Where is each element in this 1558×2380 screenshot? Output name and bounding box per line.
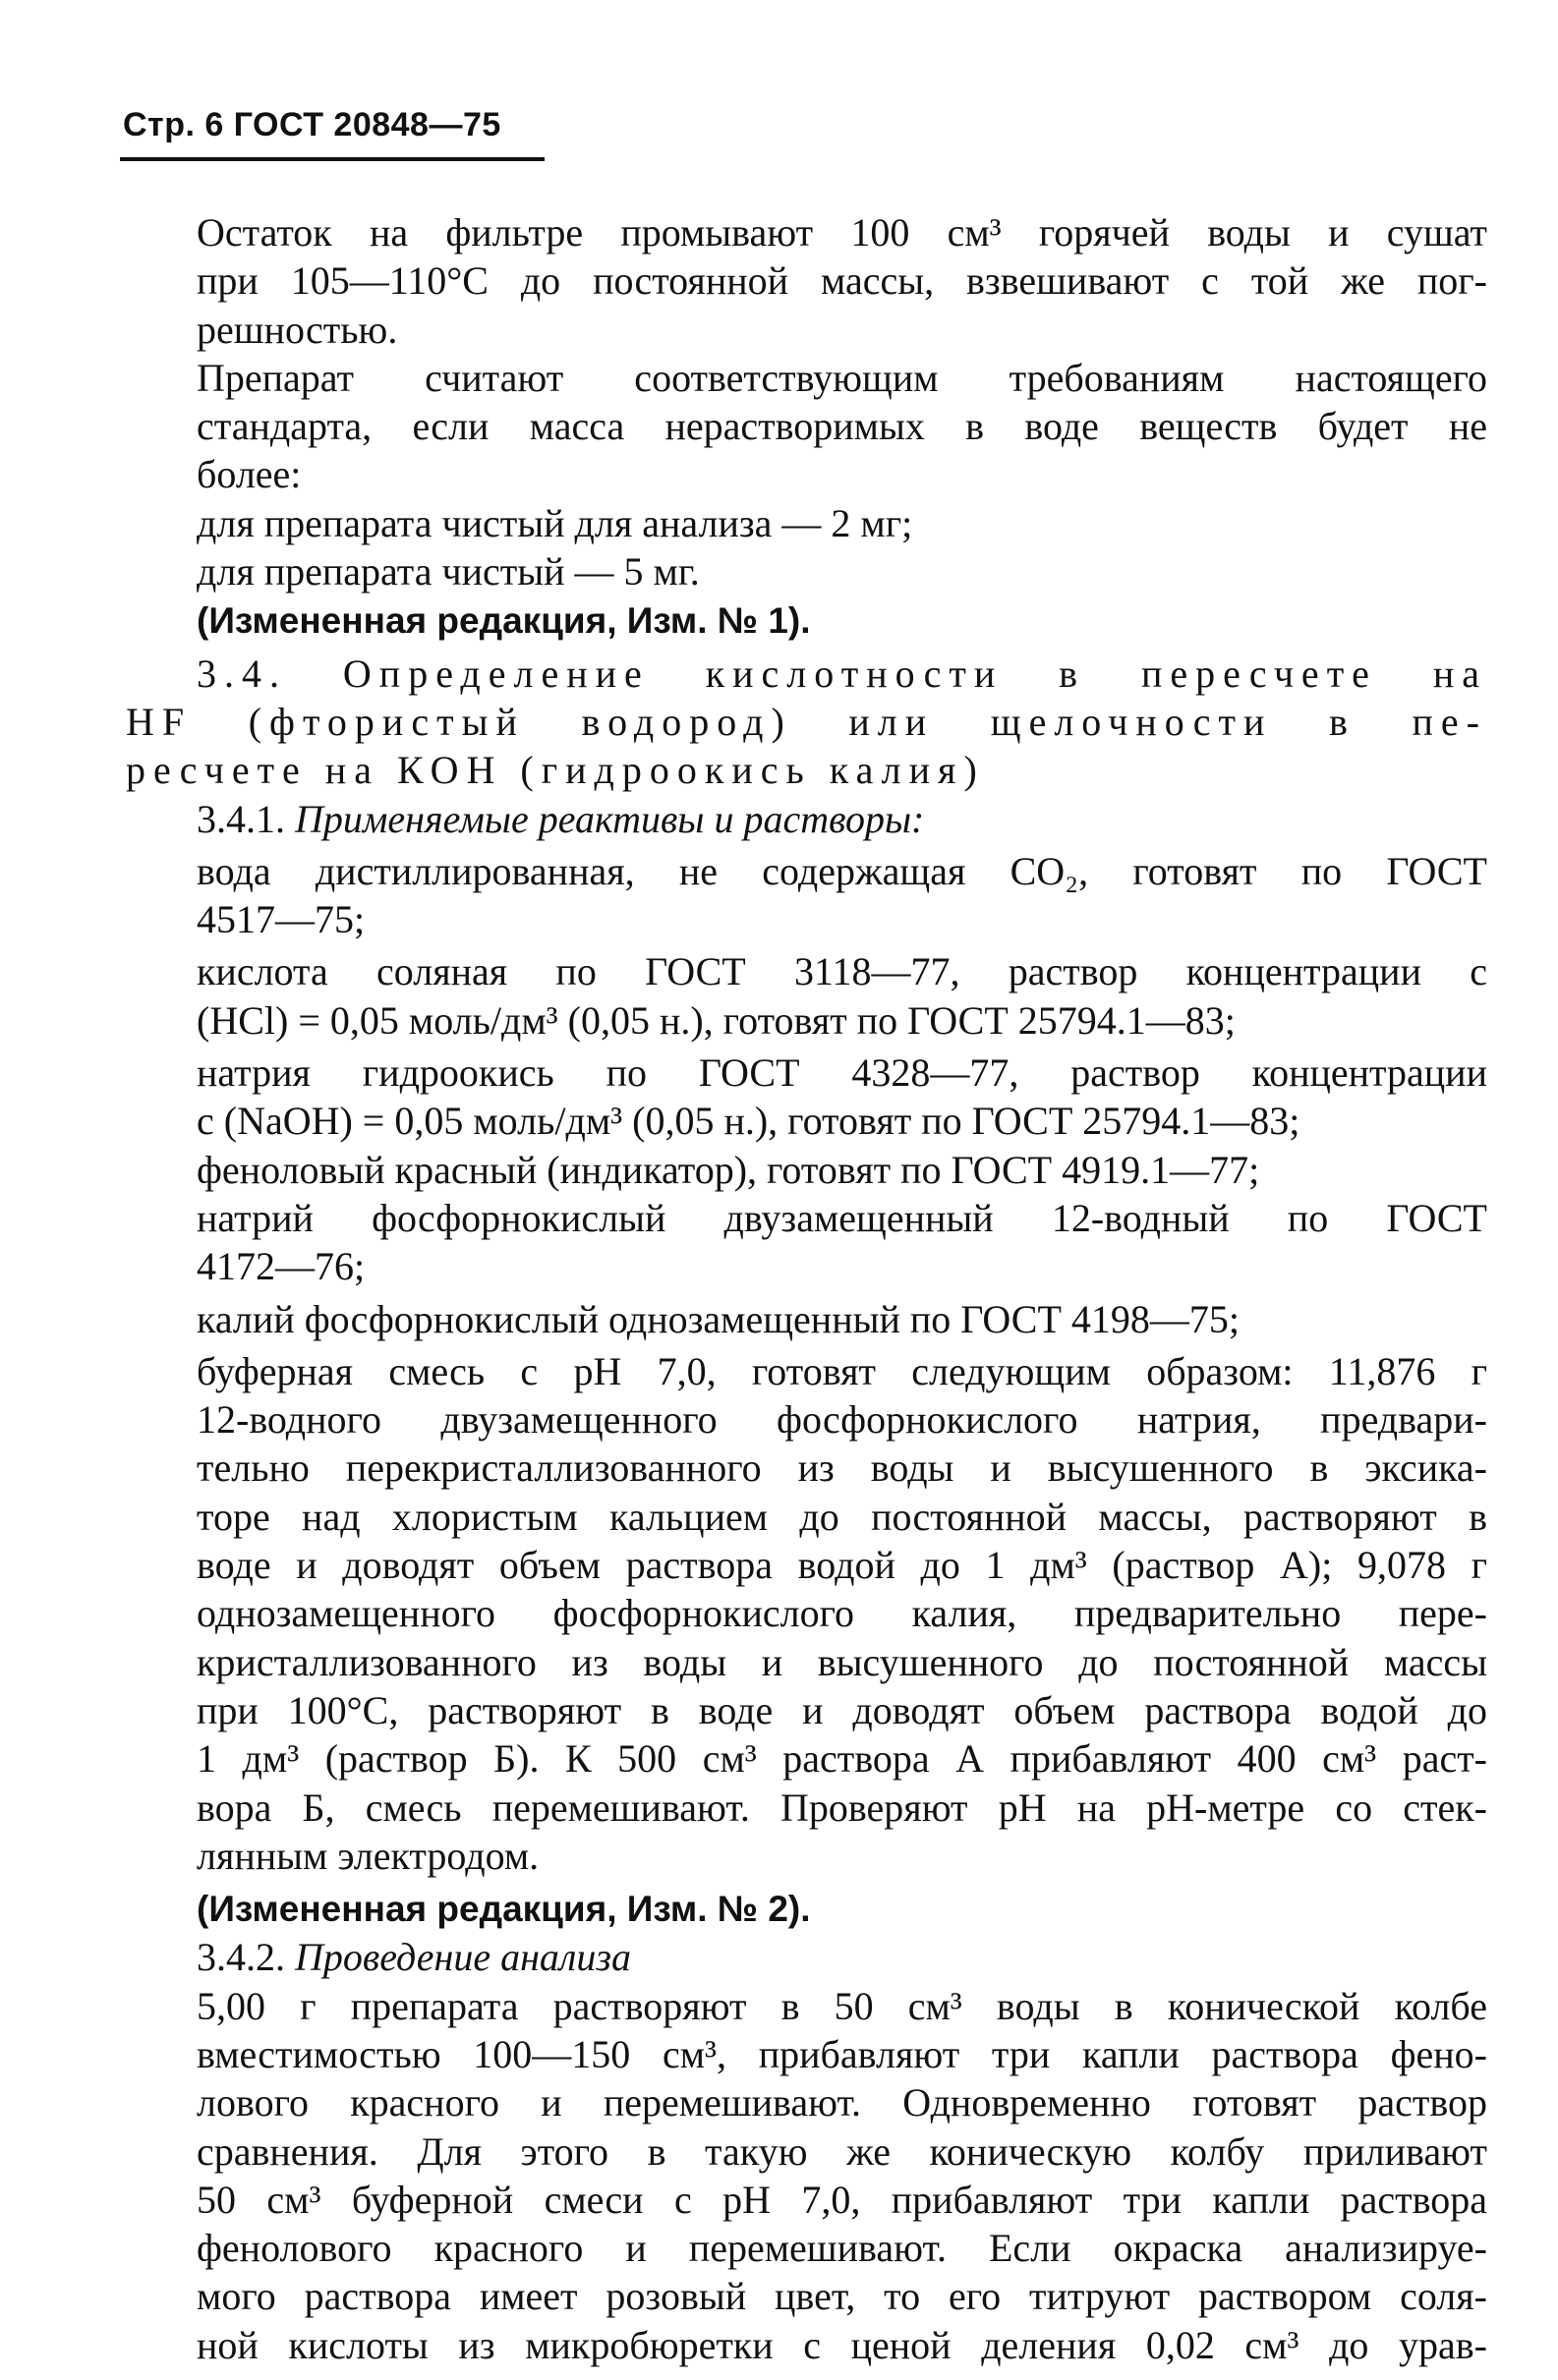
page-header: Стр. 6 ГОСТ 20848—75 bbox=[123, 106, 501, 143]
reagent-sodium-phosphate: натрий фосфорнокислый двузамещенный 12-водный по ГОСТ 4172—76; bbox=[197, 1195, 1487, 1289]
text-line: более: bbox=[197, 452, 302, 497]
list-item: для препарата чистый — 5 мг. bbox=[197, 549, 700, 595]
text-line: Остаток на фильтре промывают 100 см³ горячей воды и сушат bbox=[197, 210, 1487, 255]
header-rule bbox=[120, 157, 545, 161]
reagent-naoh: натрия гидроокись по ГОСТ 4328—77, раствор концентрации с (NaOH) = 0,05 моль/дм³ (0,05 н.), готовят по ГОСТ 25794.1—83; bbox=[197, 1050, 1487, 1144]
reagent-water: вода дистиллированная, не содержащая CO₂, готовят по ГОСТ 4517—75; bbox=[197, 848, 1487, 942]
reagent-phenol-red: феноловый красный (индикатор), готовят по ГОСТ 4919.1—77; bbox=[197, 1147, 1260, 1192]
text-line: Препарат считают соответствующим требованиям настоящего bbox=[197, 355, 1487, 400]
section-3-4-2-heading: 3.4.2. Проведение анализа bbox=[197, 1935, 631, 1980]
text-line: HF (фтористый водород) или щелочности в пе- bbox=[126, 699, 1487, 744]
paragraph-requirement bbox=[126, 354, 1487, 499]
text-line: при 105—110°С до постоянной массы, взвешивают с той же пог- bbox=[197, 258, 1487, 304]
text-line: ресчете на КОН (гидроокись калия) bbox=[126, 748, 985, 793]
text-line: решностью. bbox=[197, 307, 398, 352]
reagent-potassium-phosphate: калий фосфорнокислый однозамещенный по ГОСТ 4198—75; bbox=[197, 1296, 1241, 1341]
paragraph-analysis: 5,00 г препарата растворяют в 50 см³ воды в конической колбе вместимостью 100—150 см³, прибавляют три капли раствора фено- лового красного и перемешивают. Одновременно готовят раствор сравнения. Для этого в такую же коническую колбу приливают 50 см³ буферной смеси с pH 7,0, прибавляют три капли раствора фенолового красного и перемешивают. Если окраска анализируе- мого раствора имеет розовый цвет, то его титруют раствором соля- ной кислоты из микробюретки с ценой деления 0,02 см³ до урав- bbox=[197, 1983, 1487, 2367]
amendment-note: (Измененная редакция, Изм. № 1). bbox=[197, 600, 811, 642]
document-body bbox=[126, 208, 1487, 2369]
list-item: для препарата чистый для анализа — 2 мг; bbox=[197, 500, 913, 545]
reagent-hcl: кислота соляная по ГОСТ 3118—77, раствор концентрации с (HCl) = 0,05 моль/дм³ (0,05 н.), готовят по ГОСТ 25794.1—83; bbox=[197, 949, 1487, 1043]
text-line: 3.4. Определение кислотности в пересчете на bbox=[197, 651, 1487, 696]
section-3-4-heading bbox=[126, 650, 1487, 795]
amendment-note: (Измененная редакция, Изм. № 2). bbox=[197, 1889, 811, 1930]
section-3-4-1-heading: 3.4.1. Применяемые реактивы и растворы: bbox=[197, 796, 925, 841]
reagent-buffer: буферная смесь с pH 7,0, готовят следующим образом: 11,876 г 12-водного двузамещенного фосфорнокислого натрия, предвари- тельно перекристаллизованного из воды и высушенного в эксика- торе над хлористым кальцием до постоянной массы, растворяют в воде и доводят объем раствора водой до 1 дм³ (раствор А); 9,078 г однозамещенного фосфорнокислого калия, предварительно пере- кристаллизованного из воды и высушенного до постоянной массы при 100°С, растворяют в воде и доводят объем раствора водой до 1 дм³ (раствор Б). К 500 см³ раствора А прибавляют 400 см³ раст- вора Б, смесь перемешивают. Проверяют pH на pH-метре со стек- лянным электродом. bbox=[197, 1348, 1487, 1878]
paragraph-residue bbox=[126, 208, 1487, 354]
text-line: стандарта, если масса нерастворимых в воде веществ будет не bbox=[197, 404, 1487, 449]
